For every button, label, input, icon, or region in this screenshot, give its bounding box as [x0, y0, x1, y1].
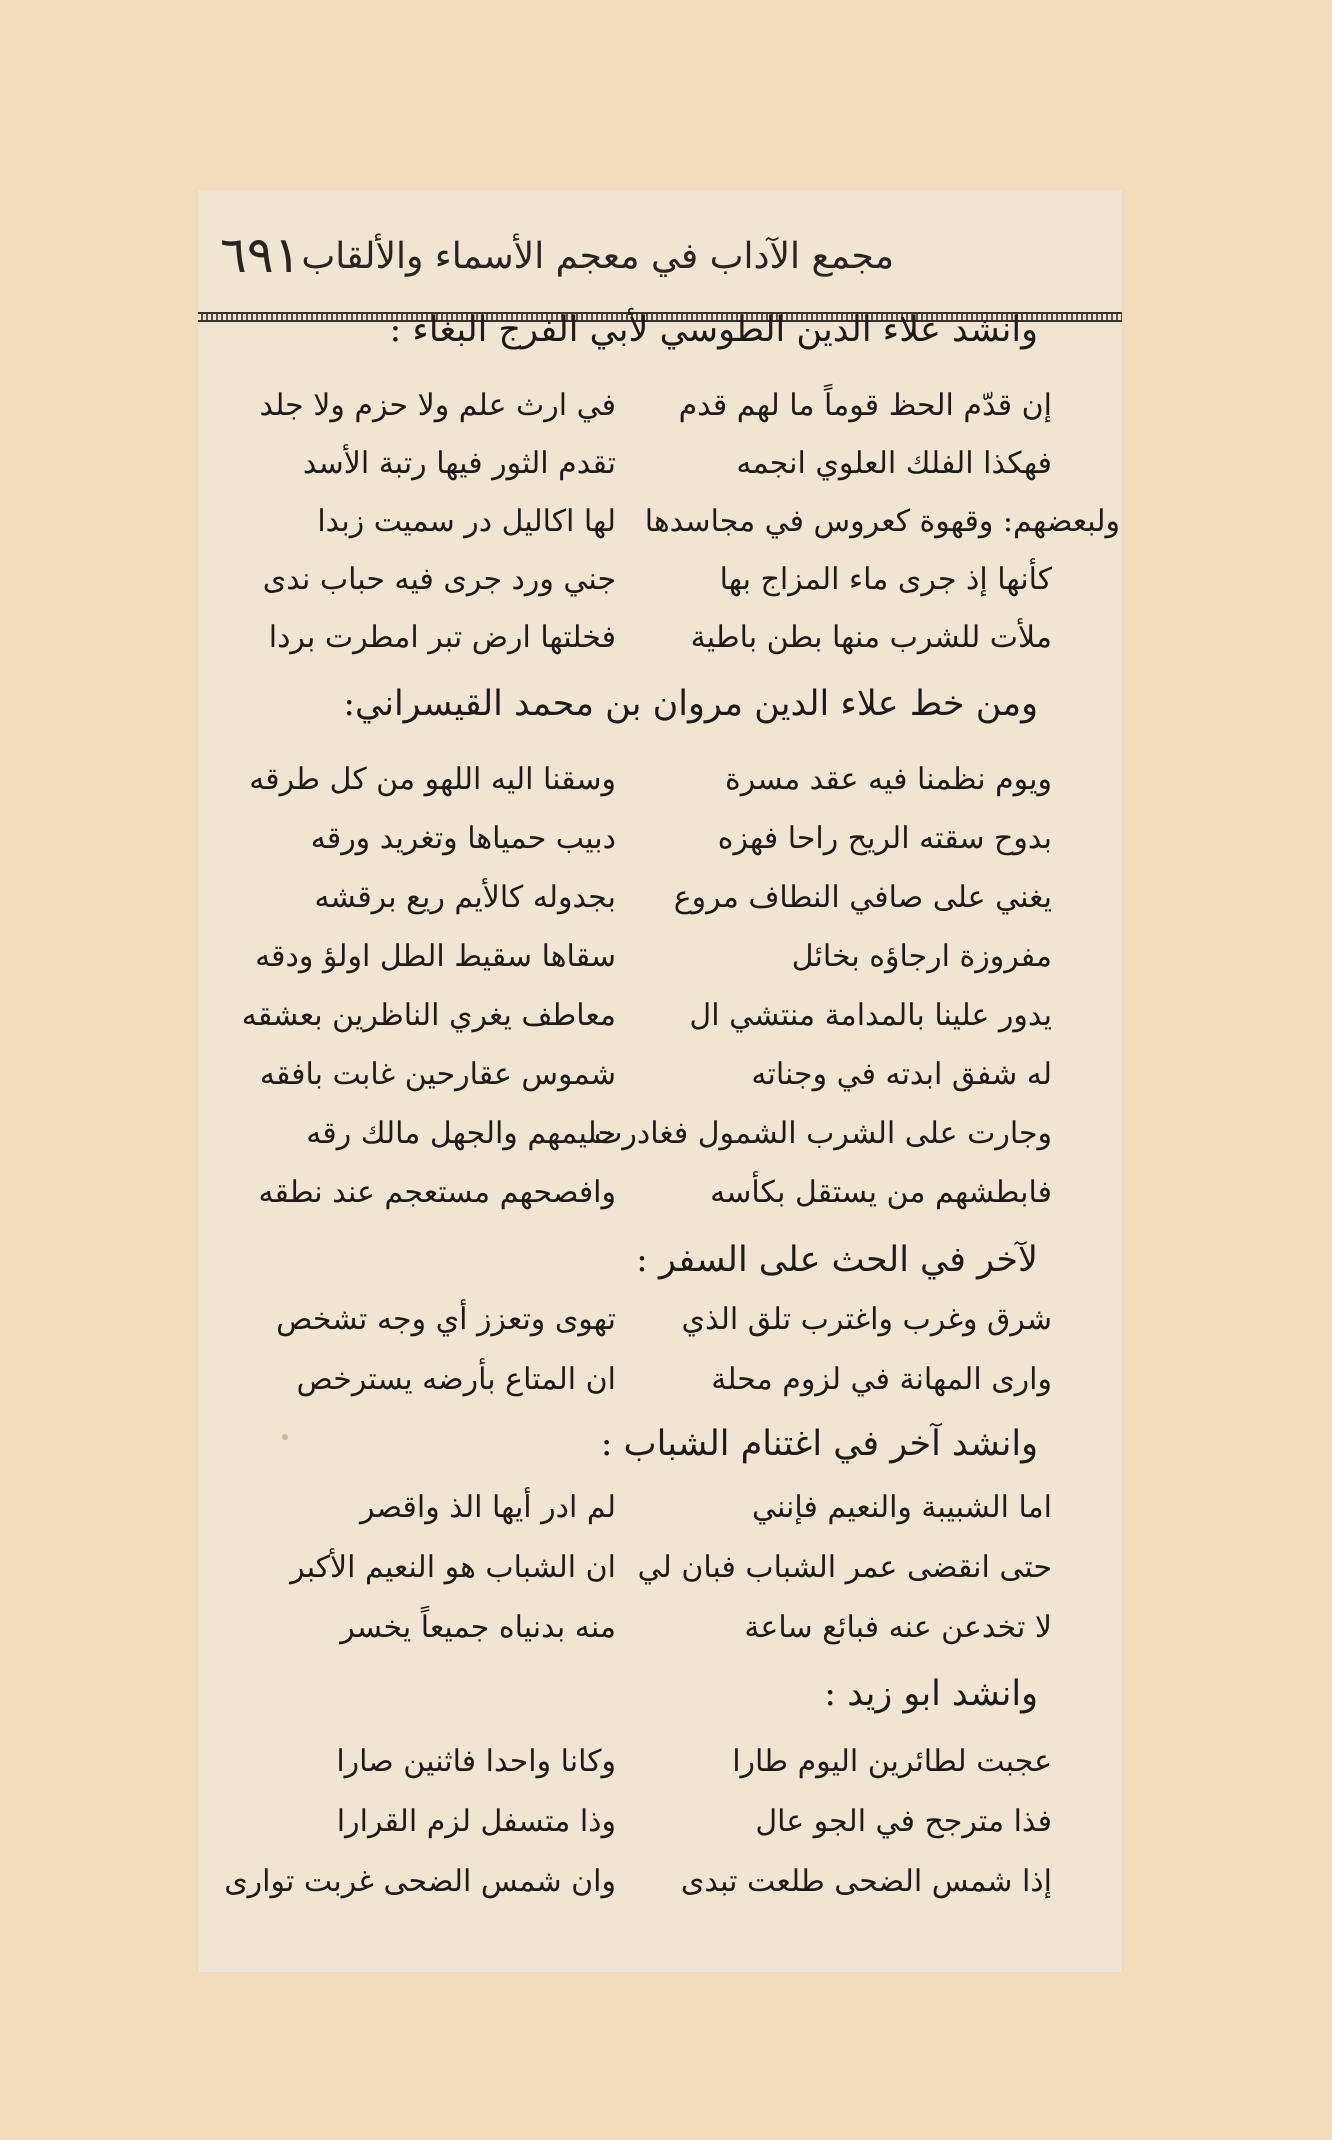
section-heading: وانشد علاء الدين الطوسي لأبي الفرج البغاء : [389, 310, 1038, 350]
section-heading: لآخر في الحث على السفر : [636, 1240, 1038, 1280]
verse-hemistich-2: منه بدنياه جميعاً يخسر [340, 1610, 616, 1645]
section-heading: وانشد ابو زيد : [824, 1674, 1038, 1714]
verse-hemistich-1: بدوح سقته الريح راحا فهزه [717, 821, 1052, 856]
verse-hemistich-2: معاطف يغري الناظرين بعشقه [241, 998, 616, 1033]
verse-hemistich-2: وذا متسفل لزم القرارا [336, 1804, 616, 1839]
verse-hemistich-2: جني ورد جرى فيه حباب ندى [262, 562, 616, 597]
verse-hemistich-2: فخلتها ارض تبر امطرت بردا [268, 620, 616, 655]
verse-hemistich-1: ويوم نظمنا فيه عقد مسرة [725, 762, 1052, 797]
verse-hemistich-1: كأنها إذ جرى ماء المزاج بها [719, 562, 1052, 597]
verse-hemistich-2: وسقنا اليه اللهو من كل طرقه [249, 762, 616, 797]
verse-hemistich-2: وافصحهم مستعجم عند نطقه [258, 1175, 616, 1210]
verse-hemistich-2: حليمهم والجهل مالك رقه [306, 1116, 616, 1151]
verse-hemistich-2: شموس عقارحين غابت بافقه [259, 1057, 616, 1092]
verse-hemistich-2: وكانا واحدا فاثنين صارا [336, 1744, 616, 1779]
verse-hemistich-1: اما الشبيبة والنعيم فإنني [751, 1490, 1052, 1525]
verse-hemistich-2: ان المتاع بأرضه يسترخص [296, 1362, 616, 1397]
verse-hemistich-1: فابطشهم من يستقل بكأسه [710, 1175, 1052, 1210]
verse-hemistich-1: شرق وغرب واغترب تلق الذي [681, 1302, 1052, 1337]
verse-hemistich-2: في ارث علم ولا حزم ولا جلد [259, 388, 616, 423]
verse-hemistich-2: تهوى وتعزز أي وجه تشخص [276, 1302, 616, 1337]
verse-hemistich-2: دبيب حمياها وتغريد ورقه [310, 821, 616, 856]
verse-hemistich-1: وجارت على الشرب الشمول فغادرت [594, 1116, 1052, 1151]
running-title: مجمع الآداب في معجم الأسماء والألقاب [301, 236, 894, 277]
verse-hemistich-2: بجدوله كالأيم ريع برقشه [314, 880, 616, 915]
verse-hemistich-1: فذا مترجح في الجو عال [755, 1804, 1052, 1839]
verse-hemistich-1: ملأت للشرب منها بطن باطية [690, 620, 1052, 655]
verse-hemistich-1: له شفق ابدته في وجناته [751, 1057, 1052, 1092]
verse-hemistich-2: سقاها سقيط الطل اولؤ ودقه [255, 939, 616, 974]
verse-hemistich-1: وارى المهانة في لزوم محلة [711, 1362, 1052, 1397]
book-page [198, 190, 1122, 1972]
verse-hemistich-1: يدور علينا بالمدامة منتشي ال [689, 998, 1052, 1033]
verse-hemistich-2: لها اكاليل در سميت زبدا [317, 504, 616, 539]
ink-speck [282, 1434, 288, 1440]
verse-hemistich-2: ان الشباب هو النعيم الأكبر [290, 1550, 616, 1585]
verse-hemistich-1: لا تخدعن عنه فبائع ساعة [744, 1610, 1052, 1645]
section-heading: وانشد آخر في اغتنام الشباب : [600, 1424, 1038, 1464]
section-heading: ومن خط علاء الدين مروان بن محمد القيسراني: [343, 684, 1038, 724]
verse-hemistich-2: لم ادر أيها الذ واقصر [359, 1490, 616, 1525]
page-header [198, 220, 1122, 290]
verse-hemistich-1: حتى انقضى عمر الشباب فبان لي [637, 1550, 1052, 1585]
page-number: ٦٩١ [220, 226, 301, 284]
verse-hemistich-1: يغني على صافي النطاف مروع [673, 880, 1052, 915]
verse-hemistich-1: إن قدّم الحظ قوماً ما لهم قدم [678, 388, 1052, 423]
verse-hemistich-1: ولبعضهم: وقهوة كعروس في مجاسدها [644, 504, 1120, 539]
verse-hemistich-1: عجبت لطائرين اليوم طارا [732, 1744, 1052, 1779]
verse-hemistich-1: إذا شمس الضحى طلعت تبدى [680, 1864, 1052, 1899]
verse-hemistich-1: مفروزة ارجاؤه بخائل [791, 939, 1052, 974]
verse-hemistich-1: فهكذا الفلك العلوي انجمه [736, 446, 1052, 481]
verse-hemistich-2: تقدم الثور فيها رتبة الأسد [302, 446, 616, 481]
verse-hemistich-2: وان شمس الضحى غربت توارى [224, 1864, 616, 1899]
